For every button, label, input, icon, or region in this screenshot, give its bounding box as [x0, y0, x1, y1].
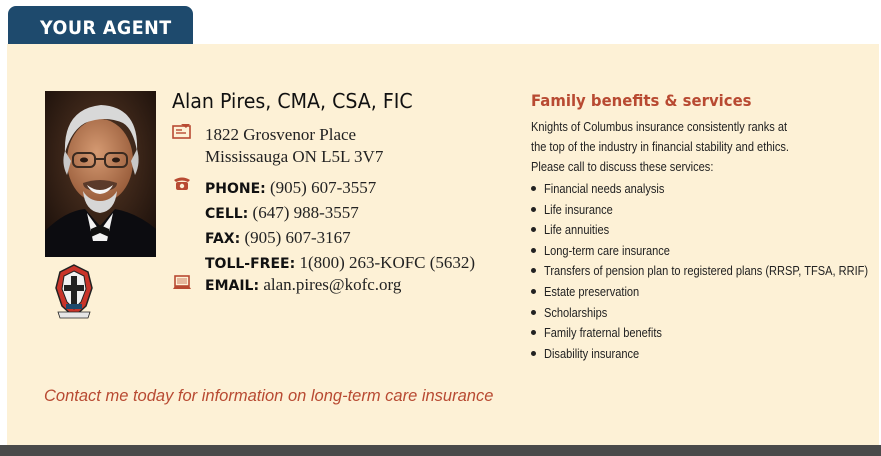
- tollfree-label: TOLL-FREE:: [205, 256, 296, 272]
- bullet-icon: [531, 268, 536, 273]
- phone-row: [205, 176, 475, 201]
- phone-value[interactable]: (905) 607-3557: [270, 178, 377, 197]
- computer-icon: [172, 274, 192, 292]
- bullet-icon: [531, 289, 536, 294]
- fax-row: [205, 226, 475, 251]
- bullet-icon: [531, 186, 536, 191]
- list-item: Transfers of pension plan to registered plans (RRSP, TFSA, RRIF): [531, 261, 881, 282]
- services-title: Family benefits & services: [531, 91, 752, 110]
- list-item: Estate preservation: [531, 282, 881, 303]
- bullet-icon: [531, 207, 536, 212]
- services-intro-line-1: Knights of Columbus insurance consistently ranks at: [531, 119, 788, 134]
- address-line-2: Mississauga ON L5L 3V7: [205, 147, 384, 166]
- phone-label: PHONE:: [205, 181, 266, 197]
- agent-name: Alan Pires, CMA, CSA, FIC: [172, 89, 413, 113]
- services-intro-line-2: the top of the industry in financial stability and ethics.: [531, 139, 789, 154]
- address-card-icon: [172, 122, 192, 140]
- list-item: Family fraternal benefits: [531, 323, 881, 344]
- your-agent-tab: [8, 6, 193, 44]
- cell-row: [205, 201, 475, 226]
- bottom-bar: [0, 445, 881, 456]
- address-line-1: 1822 Grosvenor Place: [205, 125, 357, 144]
- email-link[interactable]: alan.pires@kofc.org: [263, 275, 402, 294]
- fax-label: FAX:: [205, 231, 241, 247]
- bullet-icon: [531, 330, 536, 335]
- list-item: Disability insurance: [531, 344, 881, 365]
- email-row: [205, 275, 401, 295]
- tollfree-value[interactable]: 1(800) 263-KOFC (5632): [299, 253, 476, 272]
- services-intro-line-3: Please call to discuss these services:: [531, 159, 714, 174]
- contact-cta: Contact me today for information on long-term care insurance: [44, 387, 494, 405]
- fax-value: (905) 607-3167: [244, 228, 351, 247]
- email-label: EMAIL:: [205, 278, 260, 294]
- tollfree-row: [205, 251, 475, 276]
- agent-photo: [45, 91, 156, 257]
- knights-of-columbus-emblem: [52, 262, 96, 320]
- services-intro: [531, 117, 812, 177]
- bullet-icon: [531, 248, 536, 253]
- list-item: Life annuities: [531, 220, 881, 241]
- bullet-icon: [531, 351, 536, 356]
- list-item: Long-term care insurance: [531, 241, 881, 262]
- bullet-icon: [531, 310, 536, 315]
- bullet-icon: [531, 227, 536, 232]
- list-item: Financial needs analysis: [531, 179, 881, 200]
- agent-address: [205, 124, 383, 168]
- agent-contact-numbers: [205, 176, 475, 276]
- list-item: Scholarships: [531, 303, 881, 324]
- telephone-icon: [172, 174, 192, 192]
- cell-label: CELL:: [205, 206, 249, 222]
- tab-label: YOUR AGENT: [40, 17, 172, 39]
- cell-value[interactable]: (647) 988-3557: [252, 203, 359, 222]
- services-list: [531, 179, 881, 364]
- list-item: Life insurance: [531, 200, 881, 221]
